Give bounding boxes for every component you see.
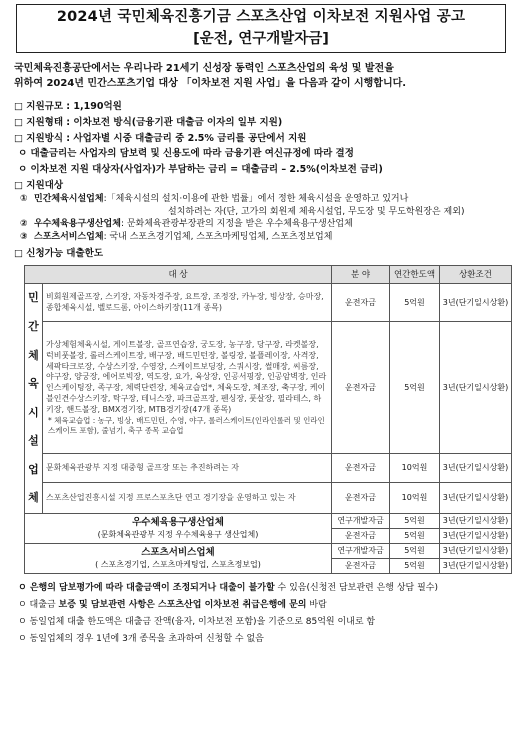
loan-limit-table	[24, 265, 512, 574]
table-row	[25, 454, 512, 483]
target-desc-cont: 설치하려는 자(단, 고가의 회원제 체육시설업, 무도장 및 무도학원장은 제외)	[168, 206, 465, 217]
condition-cell: 3년(단기일시상환)	[440, 483, 512, 514]
target-desc: : 국내 스포츠경기업체, 스포츠마케팅업체, 스포츠정보업체	[103, 232, 333, 243]
section-method-sub: ㅇ 이차보전 지원 대상자(사업자)가 부담하는 금리 = 대출금리 – 2.5%(이차보전 금리)	[18, 163, 383, 175]
target-text: 가상체험체육시설, 게이트볼장, 골프연습장, 궁도장, 농구장, 당구장, 라켓볼장, 럭비풋볼장, 롤러스케이트장, 배구장, 배드민턴장, 볼링장, 볼플레이장, 사격장, 세팍타크로장, 수상스키장, 수영장, 스케이트보딩장, 스쿼시장, 썰매장, 씨름장, 야구장, 양궁장, 에어로빅장, 역도장, 요가, 육상장, 인공서핑장, 인공암벽장, 인라인스케이팅장, 족구장, 체력단련장, 체육교습업*, 체육도장, 체조장, 축구장, 케이블인견수상스키장, 탁구장, 테니스장, 파크골프장, 펜싱장, 풋살장, 필라테스, 하키장, 핸드볼장, BMX경기장, MTB경기장(47개 종목)	[46, 339, 327, 414]
group-sub: (문화체육관광부 지정 우수체육용구 생산업체)	[97, 529, 259, 539]
target-item	[20, 193, 510, 206]
group-name: 스포츠서비스업체	[141, 546, 215, 558]
condition-cell: 3년(단기일시상환)	[440, 454, 512, 483]
page-subtitle: [운전, 연구개발자금]	[193, 31, 329, 48]
target-desc: : 문화체육관광부장관의 지정을 받은 우수체육용구생산업체	[120, 219, 353, 230]
section-target: □ 지원대상	[14, 179, 63, 191]
target-cell: 스포츠산업진흥시설 지정 프로스포츠단 연고 경기장을 운영하고 있는 자	[43, 483, 332, 514]
group-sub: ( 스포츠경기업, 스포츠마케팅업, 스포츠정보업)	[95, 559, 261, 569]
target-name: 스포츠서비스업체	[34, 232, 104, 243]
group-cell	[25, 514, 332, 544]
table-row	[25, 514, 512, 529]
support-sections	[12, 99, 510, 193]
condition-cell: 3년(단기일시상환)	[440, 322, 512, 454]
target-item	[20, 218, 510, 231]
section-scale: □ 지원규모 : 1,190억원	[14, 101, 122, 113]
target-cell	[43, 322, 332, 454]
category-letter: 간	[28, 319, 39, 333]
table-header: 대 상	[25, 266, 332, 284]
note-item: ㅇ 동일업체 대출 한도액은 대출금 잔액(융자, 이차보전 포함)을 기준으로 85억원 이내로 함	[18, 617, 376, 628]
table-header: 분 야	[332, 266, 390, 284]
target-note: * 체육교습업 : 농구, 빙상, 배드민턴, 수영, 야구, 롤러스케이트(인라인롤러 및 인라인스케이트 포함), 줄넘기, 축구 종목 교습업	[48, 415, 325, 435]
note-item: ㅇ 동일업체의 경우 1년에 3개 종목을 초과하여 신청할 수 없음	[18, 634, 264, 645]
amount-cell: 5억원	[390, 529, 440, 544]
target-number: ②	[20, 219, 28, 230]
field-cell: 운전자금	[332, 529, 390, 544]
amount-cell: 10억원	[390, 454, 440, 483]
intro-line: 위하여 2024년 민간스포츠기업 대상 「이차보전 지원 사업」을 다음과 같이 시행합니다.	[14, 78, 407, 90]
target-list	[12, 193, 510, 243]
field-cell: 연구개발자금	[332, 514, 390, 529]
category-letter: 육	[28, 377, 39, 391]
amount-cell: 5억원	[390, 559, 440, 574]
amount-cell: 5억원	[390, 514, 440, 529]
category-letter: 체	[28, 491, 39, 505]
category-letter: 체	[28, 348, 39, 362]
category-label	[25, 284, 43, 514]
field-cell: 운전자금	[332, 454, 390, 483]
category-letter: 시	[28, 405, 39, 419]
table-header-row	[25, 266, 512, 284]
condition-cell: 3년(단기일시상환)	[440, 529, 512, 544]
target-item	[20, 231, 510, 244]
target-cell: 비회원제골프장, 스키장, 자동차경주장, 요트장, 조정장, 카누장, 빙상장, 승마장, 종합체육시설, 벨로드롬, 아이스하키장(11개 종목)	[43, 284, 332, 322]
table-row	[25, 544, 512, 559]
section-form: □ 지원형태 : 이차보전 방식(금융기관 대출금 이자의 일부 지원)	[14, 116, 283, 128]
category-letter: 민	[28, 291, 39, 305]
table-row	[25, 322, 512, 454]
amount-cell: 5억원	[390, 284, 440, 322]
table-header: 상환조건	[440, 266, 512, 284]
note-item	[18, 597, 510, 614]
field-cell: 운전자금	[332, 284, 390, 322]
intro-line: 국민체육진흥공단에서는 우리나라 21세기 신성장 동력인 스포츠산업의 육성 및 발전을	[14, 63, 394, 75]
table-row	[25, 284, 512, 322]
field-cell: 운전자금	[332, 483, 390, 514]
section-limit: □ 신청가능 대출한도	[14, 247, 104, 259]
table-header: 연간한도액	[390, 266, 440, 284]
condition-cell: 3년(단기일시상환)	[440, 559, 512, 574]
field-cell: 운전자금	[332, 322, 390, 454]
target-name: 민간체육시설업체	[34, 194, 104, 205]
title-box	[16, 4, 506, 53]
field-cell: 운전자금	[332, 559, 390, 574]
target-desc: :「체육시설의 설치·이용에 관한 법률」에서 정한 체육시설을 운영하고 있거나	[103, 194, 409, 205]
note-text: 수 있음(신청전 담보관련 은행 상담 필수)	[274, 583, 438, 594]
condition-cell: 3년(단기일시상환)	[440, 544, 512, 559]
section-method-sub: ㅇ 대출금리는 사업자의 담보력 및 신용도에 따라 금융기관 여신규정에 따라 결정	[18, 148, 354, 160]
note-text: ㅇ 대출금	[18, 600, 59, 611]
amount-cell: 5억원	[390, 322, 440, 454]
target-name: 우수체육용구생산업체	[34, 219, 121, 230]
target-cell: 문화체육관광부 지정 대중형 골프장 또는 추진하려는 자	[43, 454, 332, 483]
notes-list	[12, 580, 510, 648]
amount-cell: 5억원	[390, 544, 440, 559]
category-letter: 설	[28, 434, 39, 448]
section-method: □ 지원방식 : 사업자별 시중 대출금리 중 2.5% 금리를 공단에서 지원	[14, 132, 307, 144]
condition-cell: 3년(단기일시상환)	[440, 514, 512, 529]
group-cell	[25, 544, 332, 574]
note-bold: ㅇ 은행의 담보평가에 따라 대출금액이 조정되거나 대출이 불가할	[18, 583, 275, 594]
condition-cell: 3년(단기일시상환)	[440, 284, 512, 322]
field-cell: 연구개발자금	[332, 544, 390, 559]
target-number: ①	[20, 194, 28, 205]
note-item	[18, 580, 510, 597]
page-title: 2024년 국민체육진흥기금 스포츠산업 이차보전 지원사업 공고	[56, 9, 466, 25]
note-bold: 보증 및 담보관련 사항은 스포츠산업 이차보전 취급은행에 문의	[58, 600, 307, 611]
target-number: ③	[20, 232, 28, 243]
category-letter: 업	[28, 462, 39, 476]
table-row	[25, 483, 512, 514]
group-name: 우수체육용구생산업체	[132, 516, 224, 528]
note-text: 바람	[306, 600, 327, 611]
intro-paragraph	[12, 61, 510, 91]
amount-cell: 10억원	[390, 483, 440, 514]
